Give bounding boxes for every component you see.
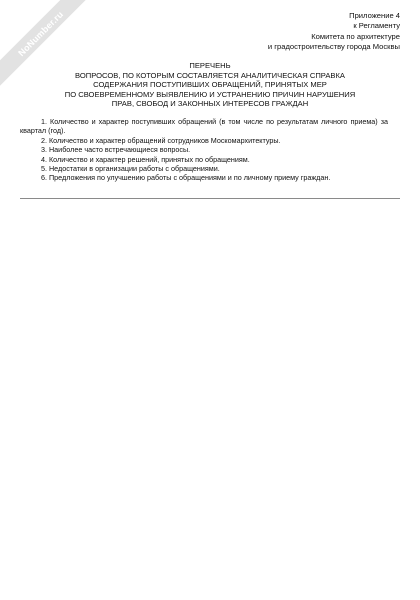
watermark-text: NoNumber.ru [16,9,66,59]
list-item: 5. Недостатки в организации работы с обращениями. [41,164,220,174]
appendix-line: Комитета по архитектуре [311,31,400,41]
list-item: 3. Наиболее часто встречающиеся вопросы. [41,145,191,155]
title-line: ПРАВ, СВОБОД И ЗАКОННЫХ ИНТЕРЕСОВ ГРАЖДАН [111,99,309,109]
appendix-line: и градостроительству города Москвы [267,42,400,52]
divider-line [20,198,400,199]
title-line: ПО СВОЕВРЕМЕННОМУ ВЫЯВЛЕНИЮ И УСТРАНЕНИЮ ПРИЧИН НАРУШЕНИЯ [64,89,356,99]
title-line: ВОПРОСОВ, ПО КОТОРЫМ СОСТАВЛЯЕТСЯ АНАЛИТИЧЕСКАЯ СПРАВКА [75,70,345,80]
title-line: СОДЕРЖАНИЯ ПОСТУПИВШИХ ОБРАЩЕНИЙ, ПРИНЯТЫХ МЕР [93,80,327,90]
document-title [0,61,420,109]
list-item: 1. Количество и характер поступивших обращений (в том числе по результатам личного приема) за квартал (год). [20,117,388,136]
list-item: 6. Предложения по улучшению работы с обращениями и по личному приему граждан. [41,173,331,183]
title-line: ПЕРЕЧЕНЬ [189,61,231,70]
list-item: 2. Количество и характер обращений сотрудников Москомархитектуры. [41,135,281,145]
appendix-line: к Регламенту [353,21,400,31]
list-item: 4. Количество и характер решений, принятых по обращениям. [41,154,250,164]
appendix-reference [180,11,400,53]
questions-list [20,117,388,183]
appendix-line: Приложение 4 [349,11,400,20]
